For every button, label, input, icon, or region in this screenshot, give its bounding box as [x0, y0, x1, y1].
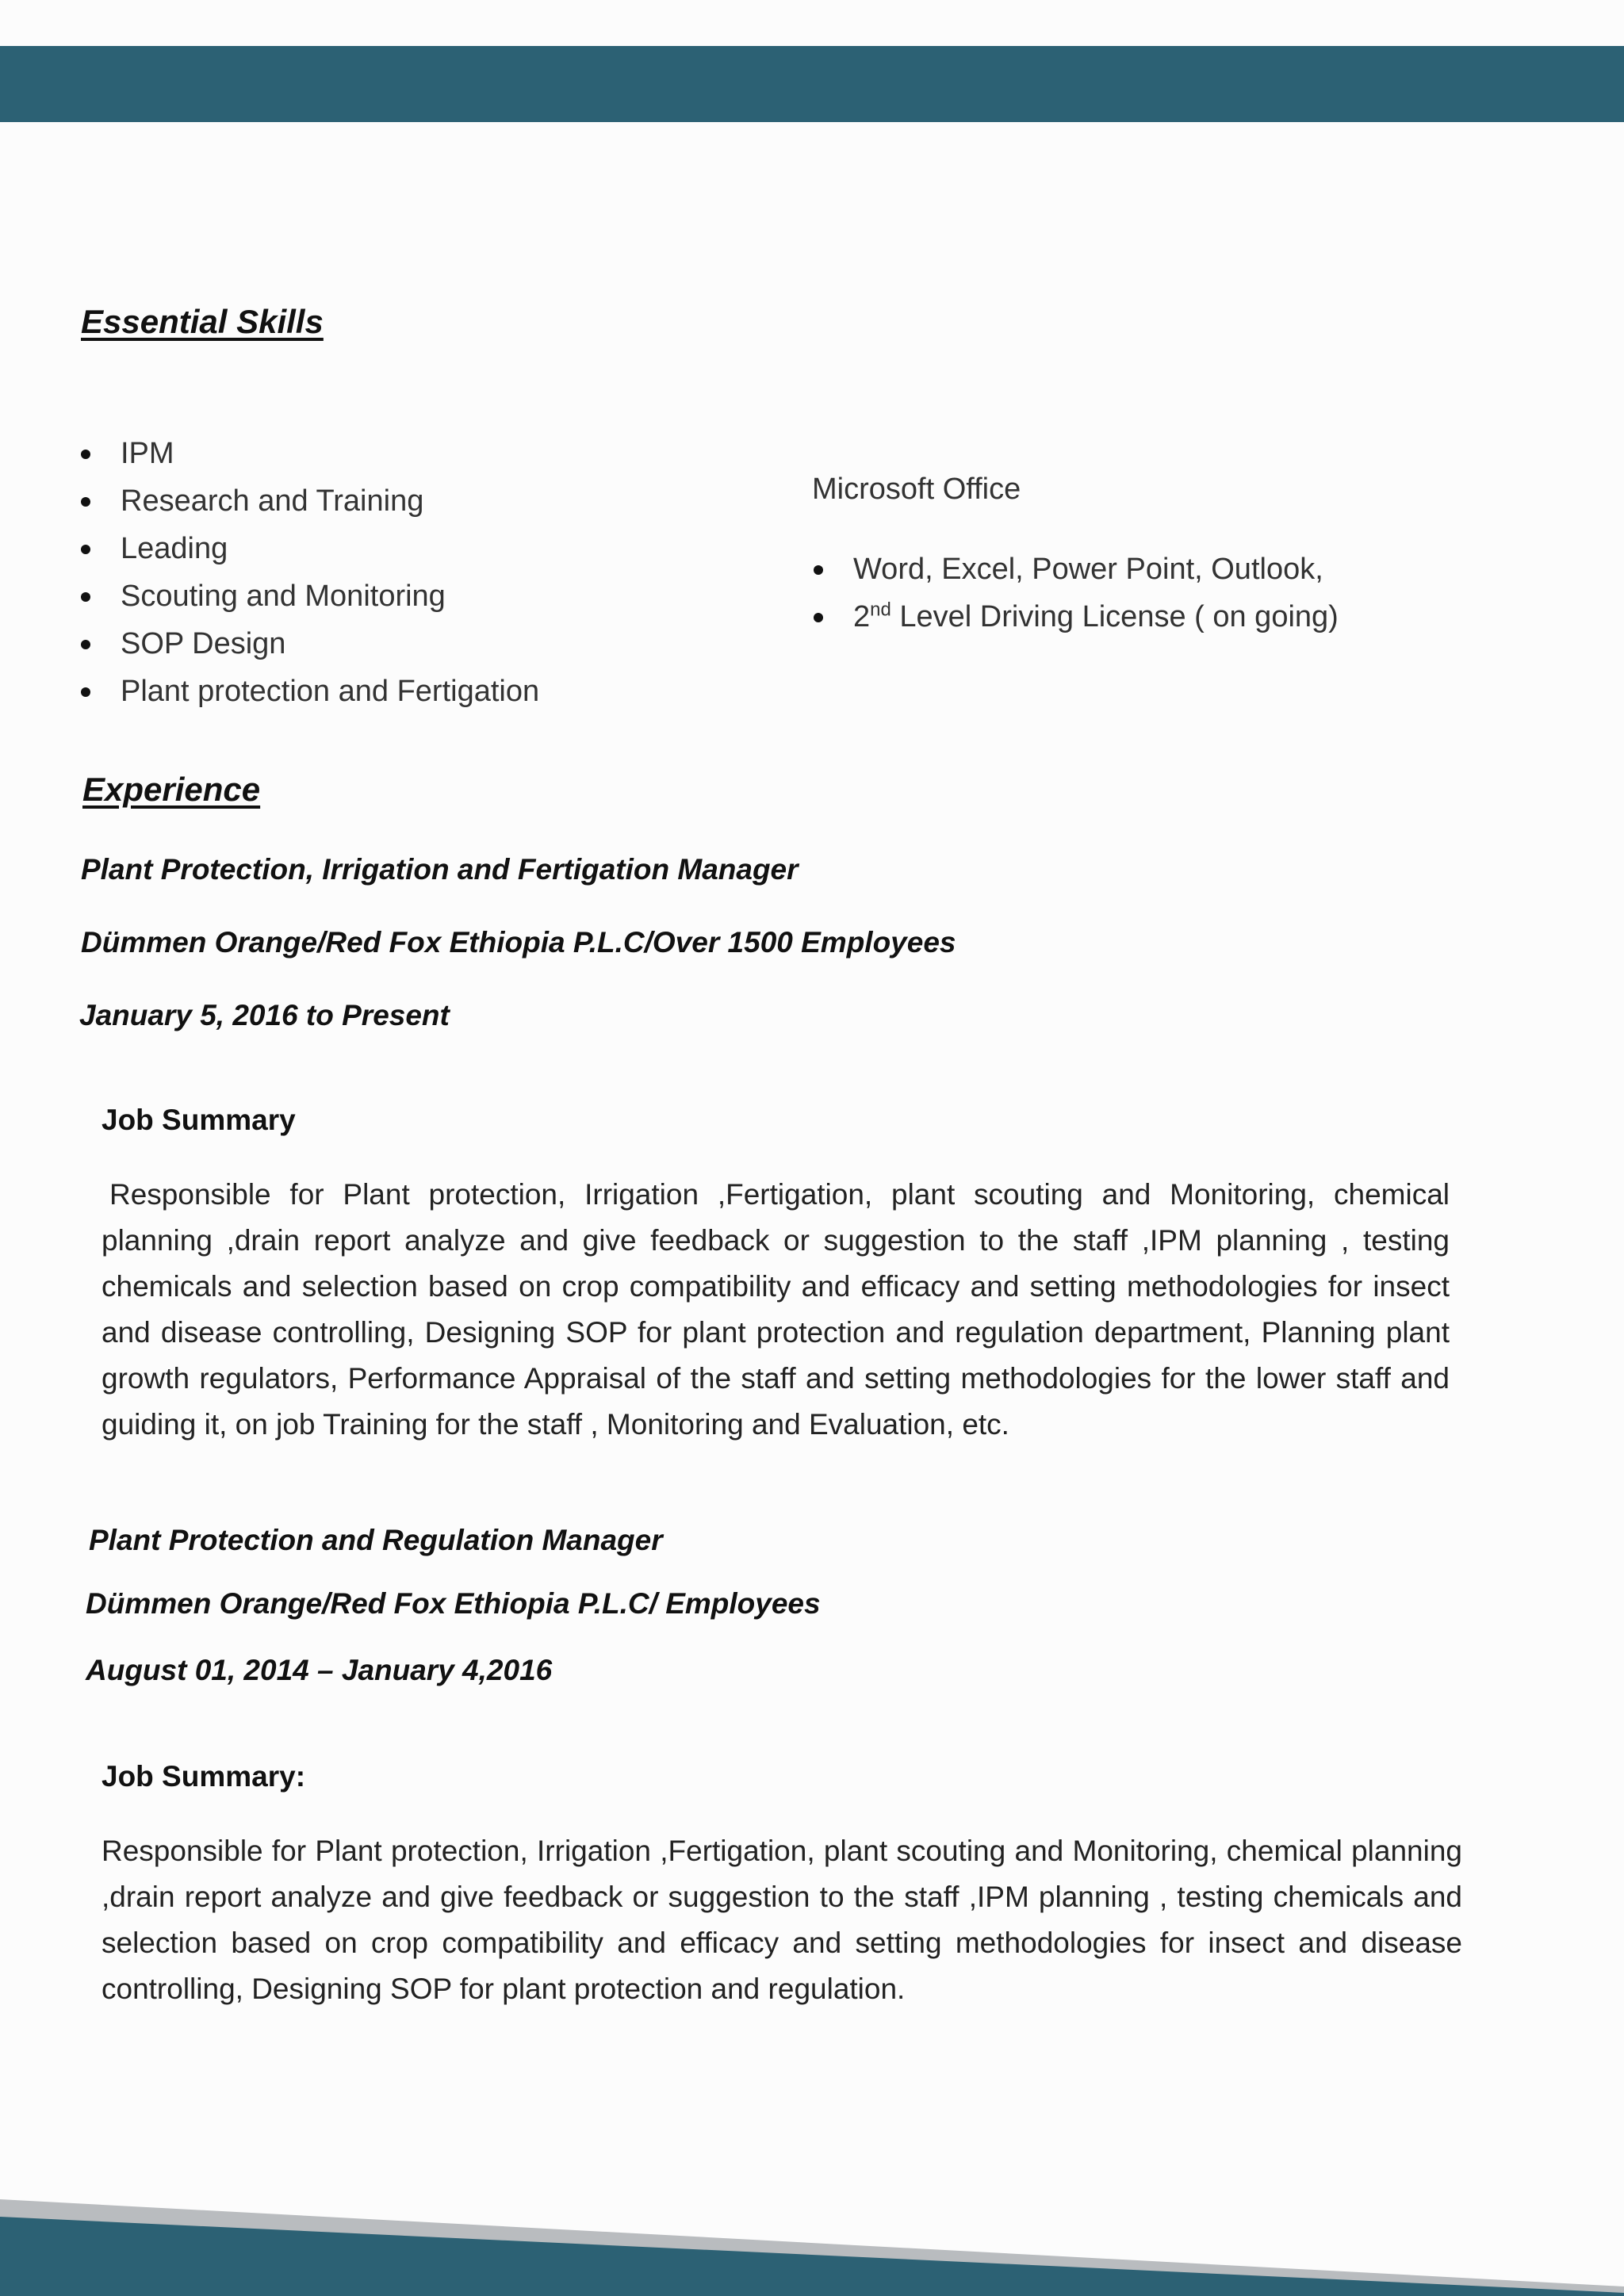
- list-item: Plant protection and Fertigation: [78, 668, 539, 715]
- license-level-suffix: nd: [870, 599, 891, 621]
- job-summary-label: Job Summary: [102, 1104, 296, 1136]
- job-dates: August 01, 2014 – January 4,2016: [86, 1654, 553, 1686]
- microsoft-office-title: Microsoft Office: [812, 473, 1021, 506]
- list-item: Scouting and Monitoring: [78, 572, 539, 620]
- footer-band: [0, 2185, 1624, 2296]
- list-item: Word, Excel, Power Point, Outlook,: [810, 545, 1339, 593]
- job-company: Dümmen Orange/Red Fox Ethiopia P.L.C/Over 1500 Employees: [81, 926, 956, 959]
- experience-heading: Experience: [82, 771, 261, 808]
- footer-accent-stripe: [0, 2217, 1624, 2296]
- list-item: Leading: [78, 525, 539, 572]
- header-band: [0, 46, 1624, 122]
- list-item: SOP Design: [78, 620, 539, 668]
- office-skills-list: [810, 545, 1339, 641]
- job-summary-text: Responsible for Plant protection, Irrigation ,Fertigation, plant scouting and Monitoring, chemical planning ,drain report analyze and give feedback or suggestion to the staff ,IPM planning , testing chemicals and selection based on crop compatibility and efficacy and setting methodologies for insect and disease controlling, Designing SOP for plant protection and regulation department, Planning plant growth regulators, Performance Appraisal of the staff and setting methodologies for the lower staff and guiding it, on job Training for the staff , Monitoring and Evaluation, etc.: [102, 1178, 1450, 1441]
- job-summary-label: Job Summary:: [102, 1760, 306, 1793]
- job-company: Dümmen Orange/Red Fox Ethiopia P.L.C/ Employees: [86, 1587, 821, 1620]
- list-item: Research and Training: [78, 477, 539, 525]
- license-level-number: 2: [853, 600, 871, 633]
- job-title: Plant Protection and Regulation Manager: [89, 1524, 663, 1556]
- job-summary-text: Responsible for Plant protection, Irrigation ,Fertigation, plant scouting and Monitoring, chemical planning ,drain report analyze and give feedback or suggestion to the staff ,IPM planning , testing chemicals and selection based on crop compatibility and efficacy and setting methodologies for insect and disease controlling, Designing SOP for plant protection and regulation.: [102, 1835, 1462, 2005]
- list-item: IPM: [78, 430, 539, 477]
- skills-heading: Essential Skills: [81, 303, 324, 340]
- license-level-text: Level Driving License ( on going): [891, 600, 1339, 633]
- skills-list: [78, 430, 539, 715]
- job-title: Plant Protection, Irrigation and Fertigation Manager: [81, 853, 799, 886]
- list-item: [810, 593, 1339, 641]
- job-dates: January 5, 2016 to Present: [79, 999, 450, 1031]
